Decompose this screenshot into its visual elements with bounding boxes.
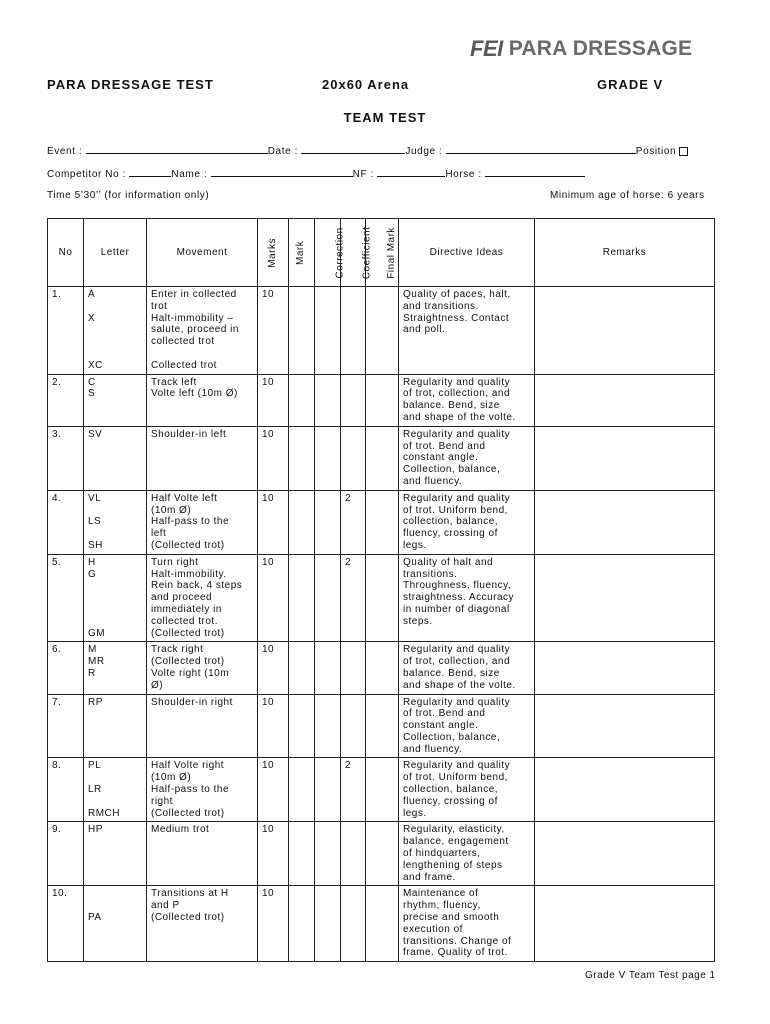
logo-text: PARA DRESSAGE	[508, 37, 693, 60]
row-mark-input[interactable]	[289, 490, 315, 554]
col-directive-ideas: Directive Ideas	[399, 219, 535, 287]
row-remarks-input[interactable]	[535, 694, 715, 758]
col-coefficient: Coefficient	[341, 219, 366, 287]
row-remarks-input[interactable]	[535, 886, 715, 962]
competitor-field[interactable]	[129, 166, 171, 177]
row-movement: Track right (Collected trot) Volte right (10m Ø)	[147, 642, 258, 694]
row-letter: M MR R	[84, 642, 147, 694]
row-directive: Regularity and quality of trot. Bend and constant angle. Collection, balance, and fluency.	[399, 426, 535, 490]
row-directive: Regularity, elasticity, balance, engagement of hindquarters, lengthening of steps and frame.	[399, 822, 535, 886]
row-coefficient	[341, 822, 366, 886]
row-remarks-input[interactable]	[535, 490, 715, 554]
name-label: Name :	[171, 169, 208, 180]
row-letter: HP	[84, 822, 147, 886]
row-movement: Half Volte left (10m Ø) Half-pass to the left (Collected trot)	[147, 490, 258, 554]
row-movement: Enter in collected trot Halt-immobility – salute, proceed in collected trot Collected trot	[147, 287, 258, 375]
row-letter: A X XC	[84, 287, 147, 375]
row-marks: 10	[258, 374, 289, 426]
date-label: Date :	[267, 146, 298, 157]
row-final-mark-input[interactable]	[366, 886, 399, 962]
table-row	[48, 374, 715, 426]
page-footer: Grade V Team Test page 1	[585, 970, 716, 981]
col-correction: Correction	[315, 219, 341, 287]
row-mark-input[interactable]	[289, 374, 315, 426]
col-letter: Letter	[84, 219, 147, 287]
col-final-mark: Final Mark	[366, 219, 399, 287]
test-subtitle: TEAM TEST	[343, 110, 427, 125]
row-directive: Quality of paces, halt, and transitions. Straightness. Contact and poll.	[399, 287, 535, 375]
row-coefficient	[341, 642, 366, 694]
row-remarks-input[interactable]	[535, 374, 715, 426]
row-marks: 10	[258, 822, 289, 886]
fei-logo-mark: FEI	[470, 36, 503, 61]
row-final-mark-input[interactable]	[366, 374, 399, 426]
row-remarks-input[interactable]	[535, 822, 715, 886]
row-marks: 10	[258, 886, 289, 962]
table-row	[48, 287, 715, 375]
row-directive: Regularity and quality of trot. Uniform bend, collection, balance, fluency, crossing of legs.	[399, 490, 535, 554]
row-coefficient	[341, 426, 366, 490]
row-final-mark-input[interactable]	[366, 426, 399, 490]
table-row	[48, 426, 715, 490]
row-letter: PL LR RMCH	[84, 758, 147, 822]
row-directive: Regularity and quality of trot. Bend and constant angle. Collection, balance, and fluency.	[399, 694, 535, 758]
col-remarks: Remarks	[535, 219, 715, 287]
row-movement: Medium trot	[147, 822, 258, 886]
row-letter: C S	[84, 374, 147, 426]
row-movement: Half Volte right (10m Ø) Half-pass to the right (Collected trot)	[147, 758, 258, 822]
date-field[interactable]	[301, 143, 405, 154]
row-final-mark-input[interactable]	[366, 490, 399, 554]
row-coefficient: 2	[341, 554, 366, 642]
row-mark-input[interactable]	[289, 426, 315, 490]
horse-label: Horse :	[445, 169, 482, 180]
row-final-mark-input[interactable]	[366, 554, 399, 642]
row-marks: 10	[258, 758, 289, 822]
min-age-info: Minimum age of horse: 6 years	[550, 190, 705, 201]
table-row	[48, 642, 715, 694]
arena-size: 20x60 Arena	[322, 77, 410, 92]
horse-field[interactable]	[485, 166, 585, 177]
row-remarks-input[interactable]	[535, 642, 715, 694]
event-field[interactable]	[86, 143, 268, 154]
row-mark-input[interactable]	[289, 287, 315, 375]
row-movement: Shoulder-in right	[147, 694, 258, 758]
row-marks: 10	[258, 642, 289, 694]
table-row	[48, 758, 715, 822]
row-correction-input[interactable]	[315, 822, 341, 886]
test-title: PARA DRESSAGE TEST	[47, 77, 214, 92]
row-marks: 10	[258, 426, 289, 490]
row-remarks-input[interactable]	[535, 426, 715, 490]
table-row	[48, 490, 715, 554]
row-letter: SV	[84, 426, 147, 490]
row-coefficient: 2	[341, 758, 366, 822]
row-marks: 10	[258, 694, 289, 758]
col-movement: Movement	[147, 219, 258, 287]
row-movement: Track left Volte left (10m Ø)	[147, 374, 258, 426]
row-no: 9.	[48, 822, 84, 886]
position-label: Position	[635, 146, 677, 157]
table-row	[48, 694, 715, 758]
time-info: Time 5’30’’ (for information only)	[47, 190, 210, 201]
judge-field[interactable]	[446, 143, 636, 154]
row-correction-input[interactable]	[315, 490, 341, 554]
row-letter: VL LS SH	[84, 490, 147, 554]
row-coefficient	[341, 694, 366, 758]
row-no: 2.	[48, 374, 84, 426]
competitor-label: Competitor No :	[47, 169, 127, 180]
row-correction-input[interactable]	[315, 374, 341, 426]
row-letter: H G GM	[84, 554, 147, 642]
row-correction-input[interactable]	[315, 886, 341, 962]
row-correction-input[interactable]	[315, 287, 341, 375]
name-field[interactable]	[211, 166, 353, 177]
row-marks: 10	[258, 490, 289, 554]
row-no: 1.	[48, 287, 84, 375]
row-movement: Turn right Halt-immobility. Rein back, 4 steps and proceed immediately in collected trot. (Collected trot)	[147, 554, 258, 642]
nf-field[interactable]	[377, 166, 445, 177]
col-no: No	[48, 219, 84, 287]
row-directive: Quality of halt and transitions. Throughness, fluency, straightness. Accuracy in number of diagonal steps.	[399, 554, 535, 642]
row-no: 8.	[48, 758, 84, 822]
position-checkbox[interactable]	[679, 147, 688, 156]
row-mark-input[interactable]	[289, 554, 315, 642]
row-movement: Shoulder-in left	[147, 426, 258, 490]
row-remarks-input[interactable]	[535, 287, 715, 375]
row-correction-input[interactable]	[315, 694, 341, 758]
table-row	[48, 886, 715, 962]
row-directive: Maintenance of rhythm, fluency, precise and smooth execution of transitions. Change of frame. Quality of trot.	[399, 886, 535, 962]
row-letter: PA	[84, 886, 147, 962]
row-no: 6.	[48, 642, 84, 694]
row-mark-input[interactable]	[289, 694, 315, 758]
competitor-line	[47, 166, 585, 180]
row-no: 4.	[48, 490, 84, 554]
event-line	[47, 143, 688, 157]
row-final-mark-input[interactable]	[366, 822, 399, 886]
row-correction-input[interactable]	[315, 554, 341, 642]
row-remarks-input[interactable]	[535, 554, 715, 642]
row-no: 5.	[48, 554, 84, 642]
row-correction-input[interactable]	[315, 758, 341, 822]
row-directive: Regularity and quality of trot, collection, and balance. Bend, size and shape of the volte.	[399, 374, 535, 426]
table-row	[48, 822, 715, 886]
row-mark-input[interactable]	[289, 886, 315, 962]
row-final-mark-input[interactable]	[366, 694, 399, 758]
row-marks: 10	[258, 554, 289, 642]
row-marks: 10	[258, 287, 289, 375]
event-label: Event :	[47, 146, 83, 157]
row-no: 10.	[48, 886, 84, 962]
row-no: 3.	[48, 426, 84, 490]
row-directive: Regularity and quality of trot, collection, and balance. Bend, size and shape of the volte.	[399, 642, 535, 694]
row-remarks-input[interactable]	[535, 758, 715, 822]
table-row	[48, 554, 715, 642]
row-movement: Transitions at H and P (Collected trot)	[147, 886, 258, 962]
row-mark-input[interactable]	[289, 642, 315, 694]
fei-para-dressage-logo	[470, 36, 692, 62]
row-mark-input[interactable]	[289, 758, 315, 822]
row-mark-input[interactable]	[289, 822, 315, 886]
nf-label: NF :	[352, 169, 374, 180]
row-coefficient: 2	[341, 490, 366, 554]
grade-label: GRADE V	[597, 77, 664, 92]
row-correction-input[interactable]	[315, 426, 341, 490]
row-final-mark-input[interactable]	[366, 642, 399, 694]
row-correction-input[interactable]	[315, 642, 341, 694]
row-final-mark-input[interactable]	[366, 758, 399, 822]
row-coefficient	[341, 287, 366, 375]
row-no: 7.	[48, 694, 84, 758]
col-marks: Marks	[258, 219, 289, 287]
row-directive: Regularity and quality of trot. Uniform bend, collection, balance, fluency, crossing of legs.	[399, 758, 535, 822]
row-final-mark-input[interactable]	[366, 287, 399, 375]
judge-label: Judge :	[405, 146, 443, 157]
row-coefficient	[341, 374, 366, 426]
col-mark: Mark	[289, 219, 315, 287]
row-coefficient	[341, 886, 366, 962]
movements-table	[47, 218, 715, 962]
row-letter: RP	[84, 694, 147, 758]
